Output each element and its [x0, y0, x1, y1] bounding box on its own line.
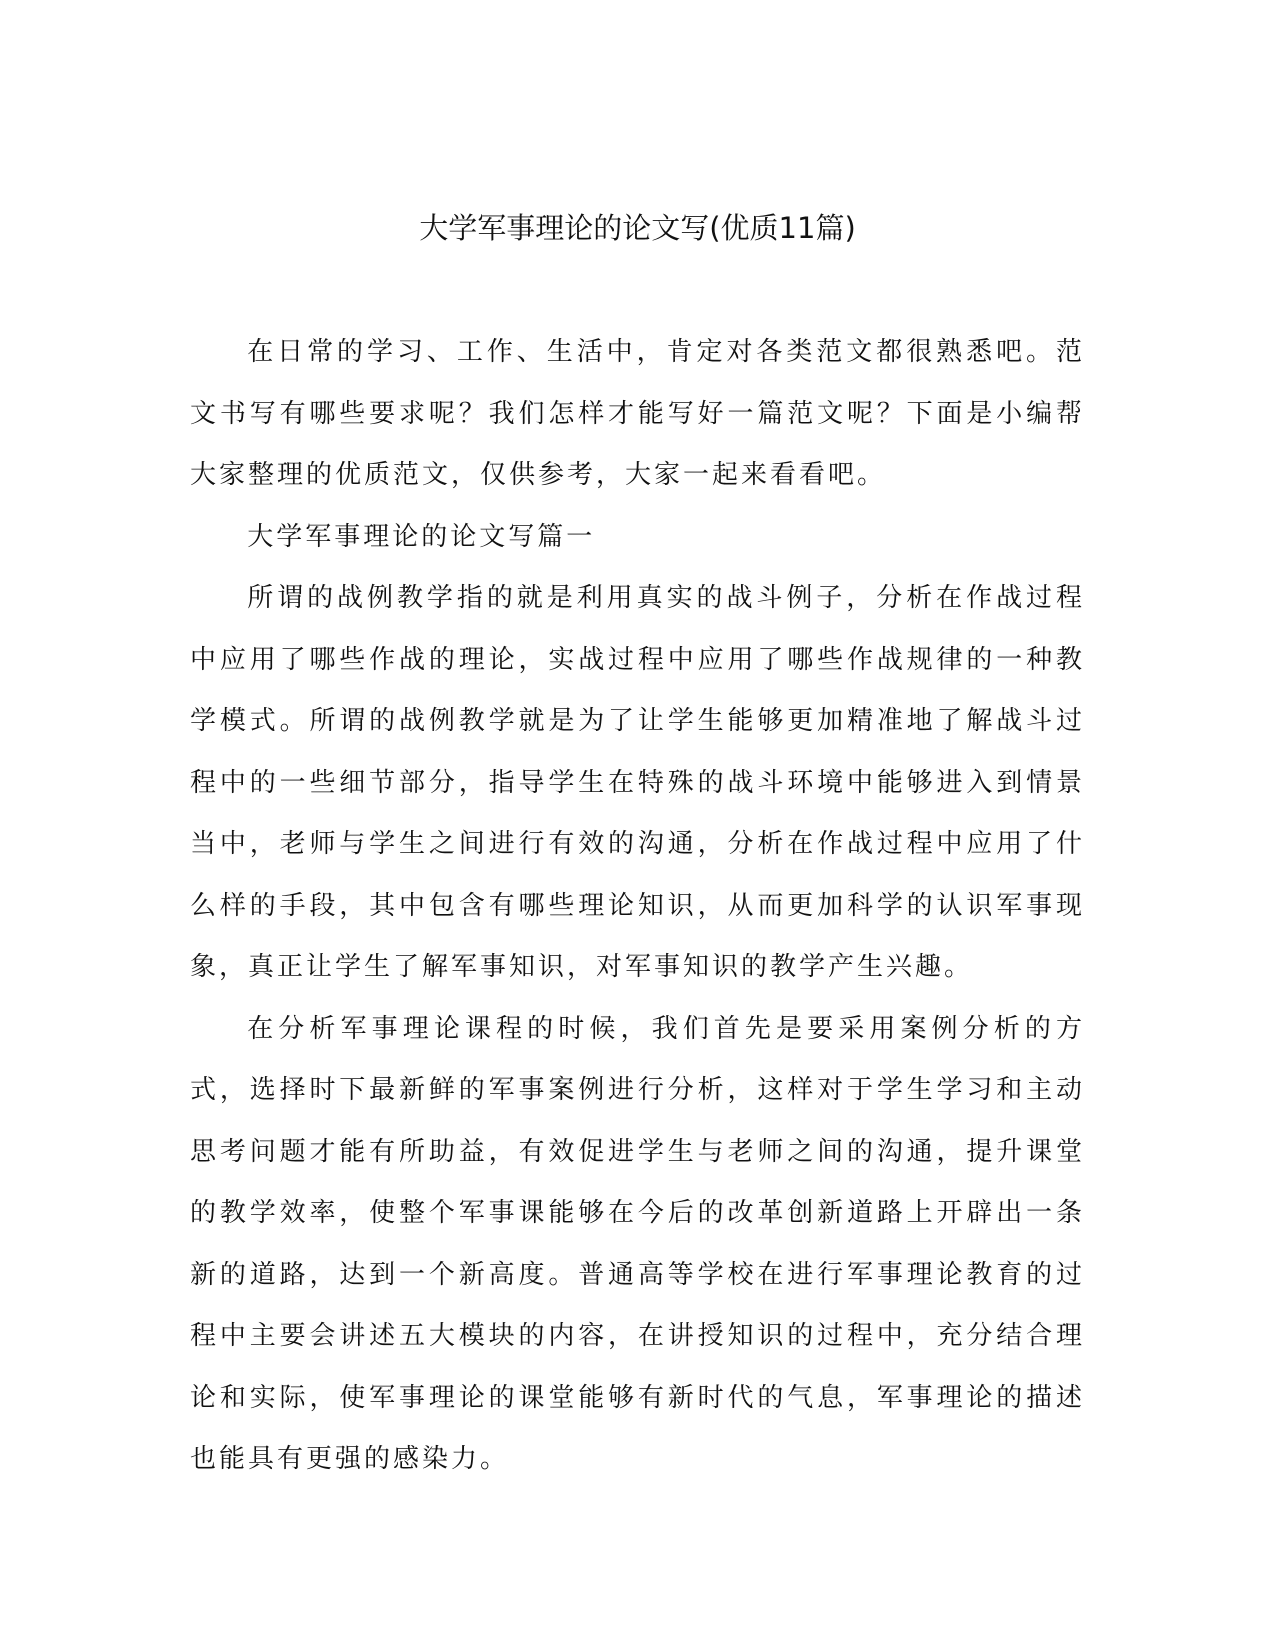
section-heading: 大学军事理论的论文写篇一: [247, 521, 596, 552]
body-paragraph-1: 所谓的战例教学指的就是利用真实的战斗例子，分析在作战过程中应用了哪些作战的理论，实战过程中应用了哪些作战规律的一种教学模式。所谓的战例教学就是为了让学生能够更加精准地了解战斗过程中的一些细节部分，指导学生在特殊的战斗环境中能够进入到情景当中，老师与学生之间进行有效的沟通，分析在作战过程中应用了什么样的手段，其中包含有哪些理论知识，从而更加科学的认识军事现象，真正让学生了解军事知识，对军事知识的教学产生兴趣。: [190, 583, 1085, 982]
body-paragraph-2: 在分析军事理论课程的时候，我们首先是要采用案例分析的方式，选择时下最新鲜的军事案例进行分析，这样对于学生学习和主动思考问题才能有所助益，有效促进学生与老师之间的沟通，提升课堂的教学效率，使整个军事课能够在今后的改革创新道路上开辟出一条新的道路，达到一个新高度。普通高等学校在进行军事理论教育的过程中主要会讲述五大模块的内容，在讲授知识的过程中，充分结合理论和实际，使军事理论的课堂能够有新时代的气息，军事理论的描述也能具有更强的感染力。: [190, 1013, 1085, 1474]
intro-paragraph: 在日常的学习、工作、生活中，肯定对各类范文都很熟悉吧。范文书写有哪些要求呢？我们怎样才能写好一篇范文呢？下面是小编帮大家整理的优质范文，仅供参考，大家一起来看看吧。: [190, 337, 1085, 490]
document-title: 大学军事理论的论文写(优质11篇): [419, 211, 856, 245]
document-body: [190, 322, 1085, 1491]
